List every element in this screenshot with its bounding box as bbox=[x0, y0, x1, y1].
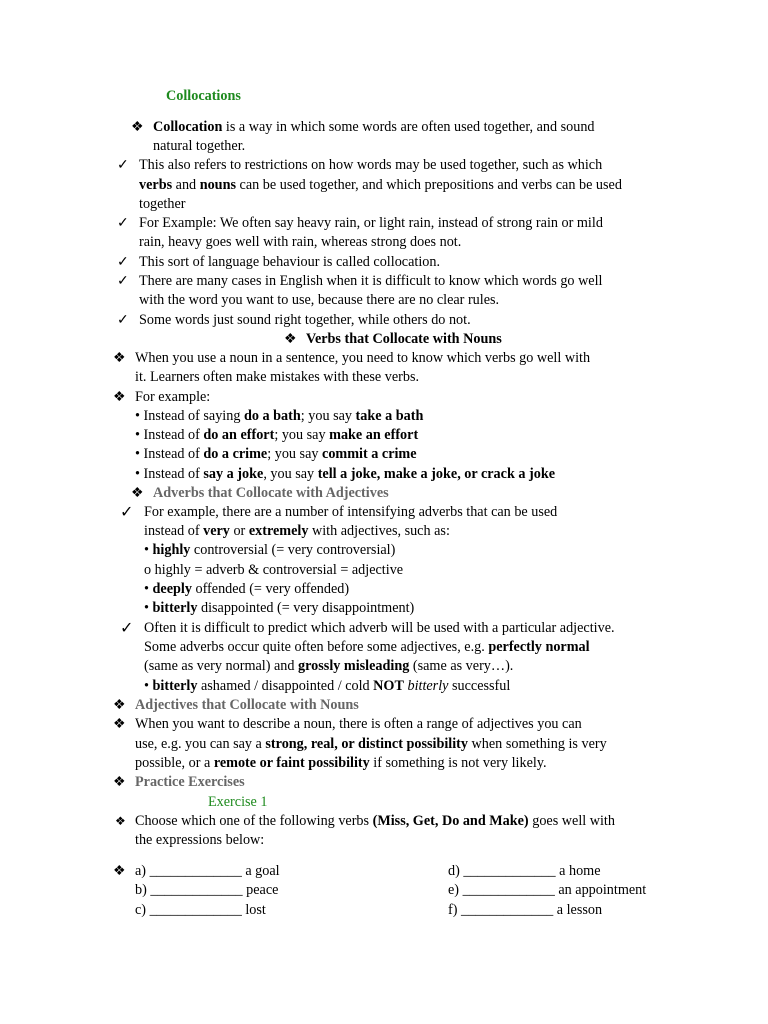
page-title: Collocations bbox=[166, 88, 241, 104]
exercise-title: Exercise 1 bbox=[208, 794, 268, 810]
intro-line: For Example: We often say heavy rain, or light rain, instead of strong rain or mild bbox=[139, 215, 603, 231]
checkmark-icon: ✓ bbox=[117, 157, 129, 173]
intro-line: with the word you want to use, because there are no clear rules. bbox=[139, 292, 500, 308]
adjectives-line: use, e.g. you can say a strong, real, or distinct possibility when something is very bbox=[135, 736, 607, 752]
list-item: • Instead of do a crime; you say commit a crime bbox=[135, 446, 417, 462]
intro-line: verbs and nouns can be used together, and which prepositions and verbs can be used bbox=[139, 177, 622, 193]
verbs-line: For example: bbox=[135, 389, 211, 405]
section-heading: Practice Exercises bbox=[135, 774, 245, 790]
diamond-bullet-icon: ❖ bbox=[131, 119, 144, 135]
section-heading: Adjectives that Collocate with Nouns bbox=[135, 697, 359, 713]
adverbs-line: Some adverbs occur quite often before some adjectives, e.g. perfectly normal bbox=[144, 639, 590, 655]
verbs-line: When you use a noun in a sentence, you need to know which verbs go well with bbox=[135, 350, 591, 366]
intro-line: This sort of language behaviour is called collocation. bbox=[139, 254, 440, 270]
adverbs-line: • deeply offended (= very offended) bbox=[144, 581, 350, 597]
diamond-bullet-icon: ❖ bbox=[115, 814, 126, 828]
checkmark-icon: ✓ bbox=[117, 254, 129, 270]
diamond-bullet-icon: ❖ bbox=[113, 389, 126, 405]
exercise-item: a) _____________ a goal bbox=[135, 863, 280, 879]
checkmark-icon: ✓ bbox=[117, 273, 129, 289]
diamond-bullet-icon: ❖ bbox=[113, 863, 126, 879]
intro-line: together bbox=[139, 196, 186, 212]
exercise-instruction: the expressions below: bbox=[135, 832, 265, 848]
adverbs-line: • bitterly ashamed / disappointed / cold NOT bitterly successful bbox=[144, 678, 511, 694]
verbs-line: it. Learners often make mistakes with these verbs. bbox=[135, 369, 420, 385]
adverbs-line: (same as very normal) and grossly misleading (same as very…). bbox=[144, 658, 514, 674]
adverbs-line: instead of very or extremely with adjectives, such as: bbox=[144, 523, 450, 539]
exercise-item: e) _____________ an appointment bbox=[448, 882, 647, 898]
intro-line: This also refers to restrictions on how words may be used together, such as which bbox=[139, 157, 603, 173]
exercise-item: c) _____________ lost bbox=[135, 902, 266, 918]
diamond-bullet-icon: ❖ bbox=[113, 697, 126, 713]
intro-line: rain, heavy goes well with rain, whereas strong does not. bbox=[139, 234, 462, 250]
adjectives-line: When you want to describe a noun, there is often a range of adjectives you can bbox=[135, 716, 582, 732]
adverbs-line: For example, there are a number of intensifying adverbs that can be used bbox=[144, 504, 558, 520]
diamond-bullet-icon: ❖ bbox=[131, 485, 144, 501]
exercise-item: d) _____________ a home bbox=[448, 863, 601, 879]
adverbs-line: • bitterly disappointed (= very disappointment) bbox=[144, 600, 415, 616]
intro-line: There are many cases in English when it is difficult to know which words go well bbox=[139, 273, 603, 289]
section-heading: Adverbs that Collocate with Adjectives bbox=[153, 485, 389, 501]
adverbs-line: o highly = adverb & controversial = adjective bbox=[144, 562, 404, 578]
checkmark-icon: ✓ bbox=[120, 504, 134, 521]
exercise-instruction: Choose which one of the following verbs (Miss, Get, Do and Make) goes well with bbox=[135, 813, 615, 829]
checkmark-icon: ✓ bbox=[117, 215, 129, 231]
checkmark-icon: ✓ bbox=[117, 312, 129, 328]
list-item: • Instead of do an effort; you say make an effort bbox=[135, 427, 419, 443]
intro-line: Collocation is a way in which some words are often used together, and sound bbox=[153, 119, 595, 135]
diamond-bullet-icon: ❖ bbox=[284, 331, 297, 347]
exercise-item: b) _____________ peace bbox=[135, 882, 279, 898]
adverbs-line: • highly controversial (= very controversial) bbox=[144, 542, 396, 558]
checkmark-icon: ✓ bbox=[120, 620, 134, 637]
intro-line: Some words just sound right together, while others do not. bbox=[139, 312, 471, 328]
adjectives-line: possible, or a remote or faint possibility if something is not very likely. bbox=[135, 755, 547, 771]
list-item: • Instead of saying do a bath; you say take a bath bbox=[135, 408, 424, 424]
diamond-bullet-icon: ❖ bbox=[113, 350, 126, 366]
list-item: • Instead of say a joke, you say tell a joke, make a joke, or crack a joke bbox=[135, 466, 556, 482]
diamond-bullet-icon: ❖ bbox=[113, 716, 126, 732]
diamond-bullet-icon: ❖ bbox=[113, 774, 126, 790]
section-heading: Verbs that Collocate with Nouns bbox=[306, 331, 502, 347]
exercise-item: f) _____________ a lesson bbox=[448, 902, 603, 918]
intro-line: natural together. bbox=[153, 138, 246, 154]
adverbs-line: Often it is difficult to predict which adverb will be used with a particular adjective. bbox=[144, 620, 615, 636]
